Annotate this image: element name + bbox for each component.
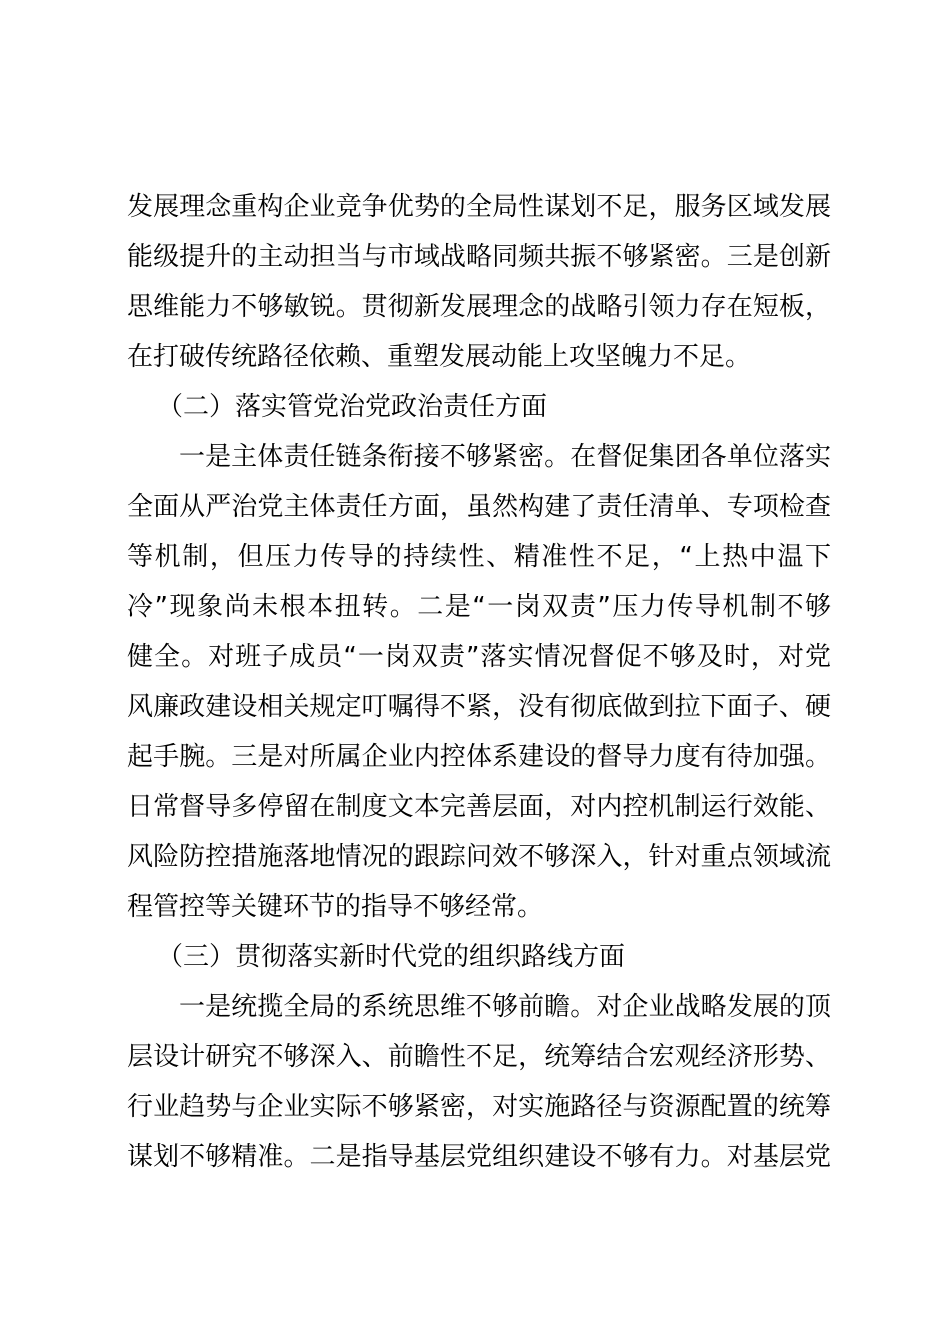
body-text-line: 一是主体责任链条衔接不够紧密。在督促集团各单位落实 [179, 442, 831, 472]
body-text-line: 日常督导多停留在制度文本完善层面，对内控机制运行效能、 [127, 792, 831, 822]
section-heading: （三）贯彻落实新时代党的组织路线方面 [157, 942, 626, 972]
body-text-line: 冷”现象尚未根本扭转。二是“一岗双责”压力传导机制不够 [127, 592, 831, 622]
body-text-line: 在打破传统路径依赖、重塑发展动能上攻坚魄力不足。 [127, 342, 752, 372]
body-text-line: 程管控等关键环节的指导不够经常。 [127, 892, 544, 922]
body-text-line: 起手腕。三是对所属企业内控体系建设的督导力度有待加强。 [127, 742, 831, 772]
body-text-line: 层设计研究不够深入、前瞻性不足，统筹结合宏观经济形势、 [127, 1042, 831, 1072]
body-text-line: 思维能力不够敏锐。贯彻新发展理念的战略引领力存在短板， [127, 292, 831, 322]
section-heading: （二）落实管党治党政治责任方面 [157, 392, 548, 422]
body-text-line: 全面从严治党主体责任方面，虽然构建了责任清单、专项检查 [127, 492, 831, 522]
body-text-line: 谋划不够精准。二是指导基层党组织建设不够有力。对基层党 [127, 1142, 831, 1172]
body-text-line: 等机制，但压力传导的持续性、精准性不足，“上热中温下 [127, 542, 831, 572]
body-text-line: 一是统揽全局的系统思维不够前瞻。对企业战略发展的顶 [179, 992, 831, 1022]
body-text-line: 健全。对班子成员“一岗双责”落实情况督促不够及时，对党 [127, 642, 831, 672]
body-text-line: 行业趋势与企业实际不够紧密，对实施路径与资源配置的统筹 [127, 1092, 831, 1122]
body-text-line: 风险防控措施落地情况的跟踪问效不够深入，针对重点领域流 [127, 842, 831, 872]
body-text-line: 发展理念重构企业竞争优势的全局性谋划不足，服务区域发展 [127, 192, 831, 222]
body-text-line: 能级提升的主动担当与市域战略同频共振不够紧密。三是创新 [127, 242, 831, 272]
body-text-line: 风廉政建设相关规定叮嘱得不紧，没有彻底做到拉下面子、硬 [127, 692, 831, 722]
